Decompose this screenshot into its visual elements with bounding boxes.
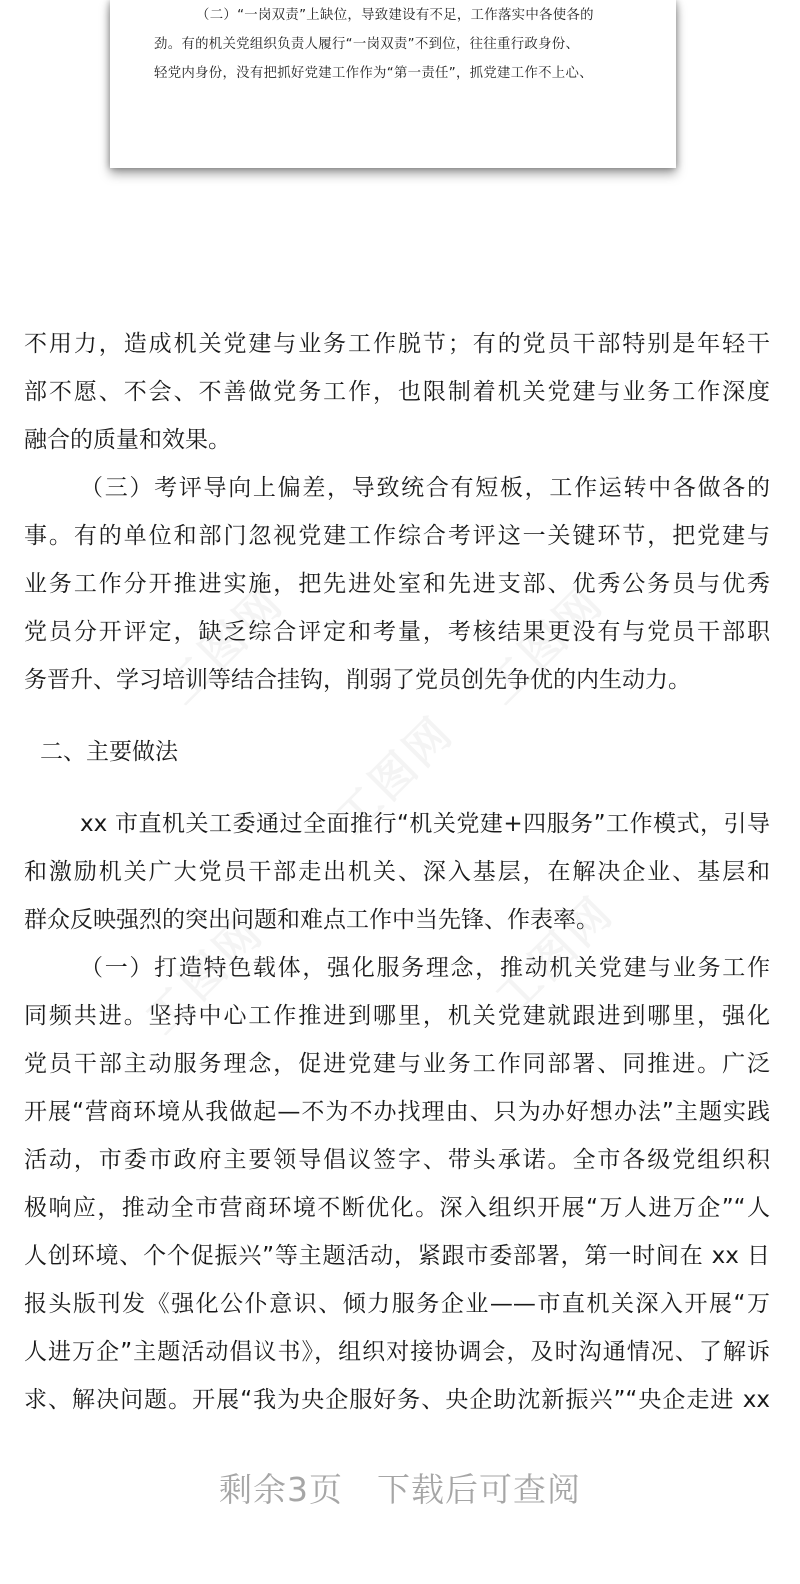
text-line: 和激励机关广大党员干部走出机关、深入基层，在解决企业、基层和 [24, 859, 770, 885]
document-preview-card [110, 0, 676, 168]
text-line: 同频共进。坚持中心工作推进到哪里，机关党建就跟进到哪里，强化 [24, 1003, 770, 1029]
text-line: 党员干部主动服务理念，促进党建与业务工作同部署、同推进。广泛 [24, 1051, 770, 1077]
text-line: 求、解决问题。开展“我为央企服好务、央企助沈新振兴”“央企走进 xx [24, 1387, 770, 1413]
text-line: xx 市直机关工委通过全面推行“机关党建+四服务”工作模式，引导 [80, 811, 770, 837]
preview-line: 劲。有的机关党组织负责人履行“一岗双责”不到位，往往重行政身份、 [154, 37, 580, 52]
text-line: 业务工作分开推进实施，把先进处室和先进支部、优秀公务员与优秀 [24, 571, 770, 597]
text-line: 人进万企”主题活动倡议书》，组织对接协调会，及时沟通情况、了解诉 [24, 1339, 770, 1365]
text-line: 部不愿、不会、不善做党务工作，也限制着机关党建与业务工作深度 [24, 379, 770, 405]
text-line: 群众反映强烈的突出问题和难点工作中当先锋、作表率。 [24, 907, 599, 933]
text-line: 融合的质量和效果。 [24, 427, 231, 453]
text-line: 报头版刊发《强化公仆意识、倾力服务企业——市直机关深入开展“万 [24, 1291, 770, 1317]
text-line: （一）打造特色载体，强化服务理念，推动机关党建与业务工作 [80, 955, 770, 981]
text-line: 事。有的单位和部门忽视党建工作综合考评这一关键环节，把党建与 [24, 523, 770, 549]
download-to-read-banner[interactable] [0, 1460, 800, 1520]
text-line: 极响应，推动全市营商环境不断优化。深入组织开展“万人进万企”“人 [24, 1195, 770, 1221]
text-line: （三）考评导向上偏差，导致统合有短板，工作运转中各做各的 [80, 475, 770, 501]
download-hint-label: 下载后可查阅 [377, 1470, 581, 1509]
text-line: 不用力，造成机关党建与业务工作脱节；有的党员干部特别是年轻干 [24, 331, 770, 357]
text-line: 党员分开评定，缺乏综合评定和考量，考核结果更没有与党员干部职 [24, 619, 770, 645]
section-heading: 二、主要做法 [40, 739, 178, 765]
text-line: 开展“营商环境从我做起—不为不办找理由、只为办好想办法”主题实践 [24, 1099, 770, 1125]
text-line: 人创环境、个个促振兴”等主题活动，紧跟市委部署，第一时间在 xx 日 [24, 1243, 770, 1269]
remaining-pages-label: 剩余3页 [219, 1470, 343, 1509]
preview-line: 轻党内身份，没有把抓好党建工作作为“第一责任”，抓党建工作不上心、 [154, 66, 593, 81]
preview-line: （二）“一岗双责”上缺位，导致建设有不足，工作落实中各使各的 [196, 8, 594, 23]
text-line: 务晋升、学习培训等结合挂钩，削弱了党员创先争优的内生动力。 [24, 667, 691, 693]
text-line: 活动，市委市政府主要领导倡议签字、带头承诺。全市各级党组织积 [24, 1147, 770, 1173]
